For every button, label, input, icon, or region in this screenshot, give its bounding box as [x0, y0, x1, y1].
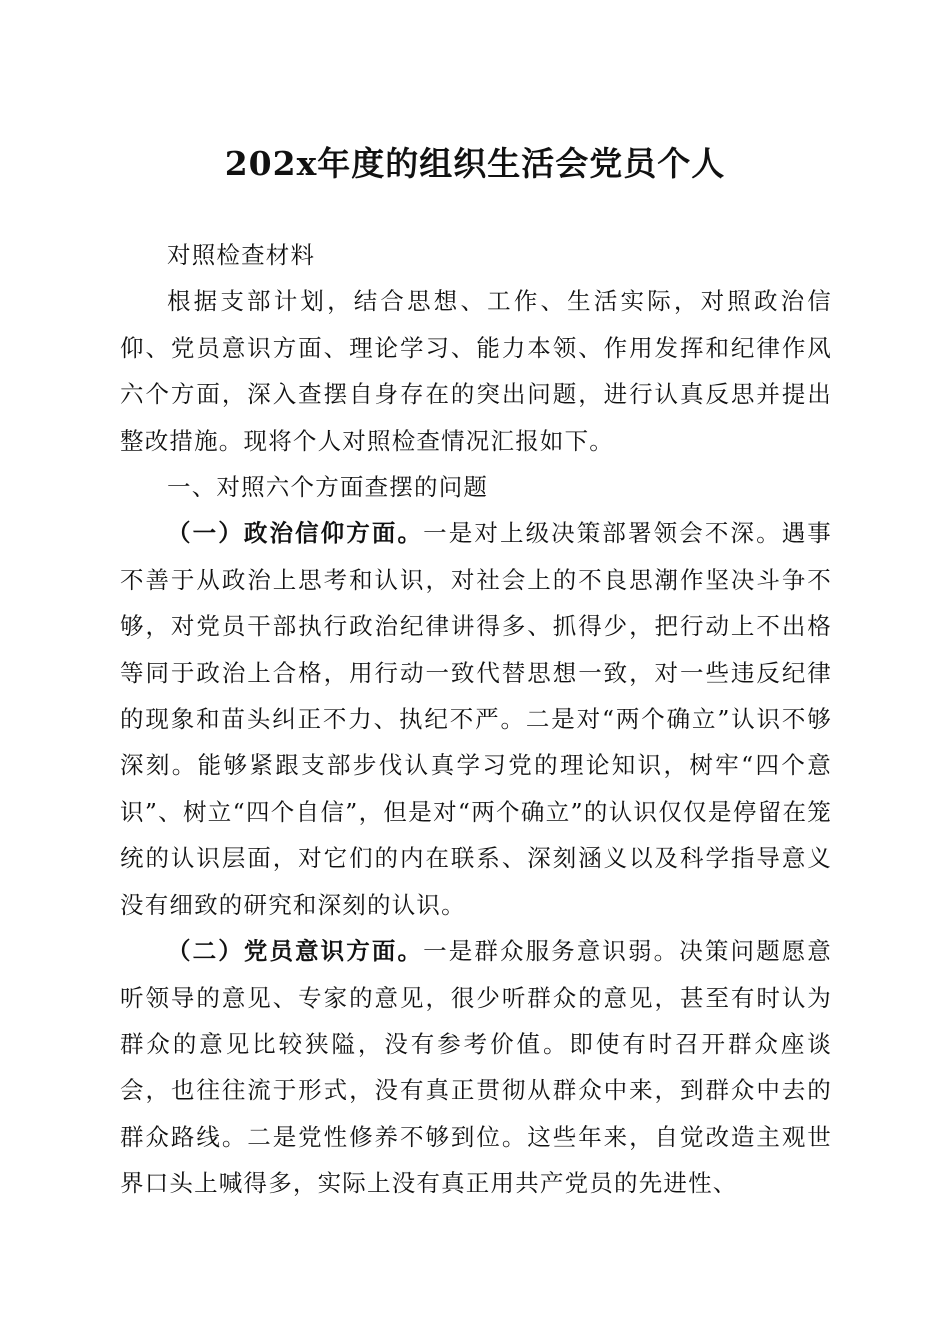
- document-title: 202x年度的组织生活会党员个人: [224, 144, 726, 183]
- paragraph-heading-1: （一）政治信仰方面。: [167, 519, 424, 548]
- intro-paragraph: 根据支部计划，结合思想、工作、生活实际，对照政治信仰、党员意识方面、理论学习、能力本领、作用发挥和纪律作风六个方面，深入查摆自身存在的突出问题，进行认真反思并提出整改措施。现将个人对照检查情况汇报如下。: [120, 287, 832, 455]
- paragraph-body-2: 一是群众服务意识弱。决策问题愿意听领导的意见、专家的意见，很少听群众的意见，甚至有时认为群众的意见比较狭隘，没有参考价值。即使有时召开群众座谈会，也往往流于形式，没有真正贯彻从群众中来，到群众中去的群众路线。二是党性修养不够到位。这些年来，自觉改造主观世界口头上喊得多，实际上没有真正用共产党员的先进性、: [120, 937, 833, 1198]
- paragraph-political-belief: [120, 510, 832, 928]
- paragraph-body-1: 一是对上级决策部署领会不深。遇事不善于从政治上思考和认识，对社会上的不良思潮作坚决斗争不够，对党员干部执行政治纪律讲得多、抓得少，把行动上不出格等同于政治上合格，用行动一致代替思想一致，对一些违反纪律的现象和苗头纠正不力、执纪不严。二是对“两个确立”认识不够深刻。能够紧跟支部步伐认真学习党的理论知识，树牢“四个意识”、树立“四个自信”，但是对“两个确立”的认识仅仅是停留在笼统的认识层面，对它们的内在联系、深刻涵义以及科学指导意义没有细致的研究和深刻的认识。: [120, 519, 833, 919]
- paragraph-heading-2: （二）党员意识方面。: [167, 937, 424, 966]
- document-body: [120, 232, 832, 1207]
- paragraph-party-awareness: [120, 928, 832, 1206]
- document-subtitle: 对照检查材料: [167, 241, 316, 269]
- section-heading-1: 一、对照六个方面查摆的问题: [167, 473, 489, 502]
